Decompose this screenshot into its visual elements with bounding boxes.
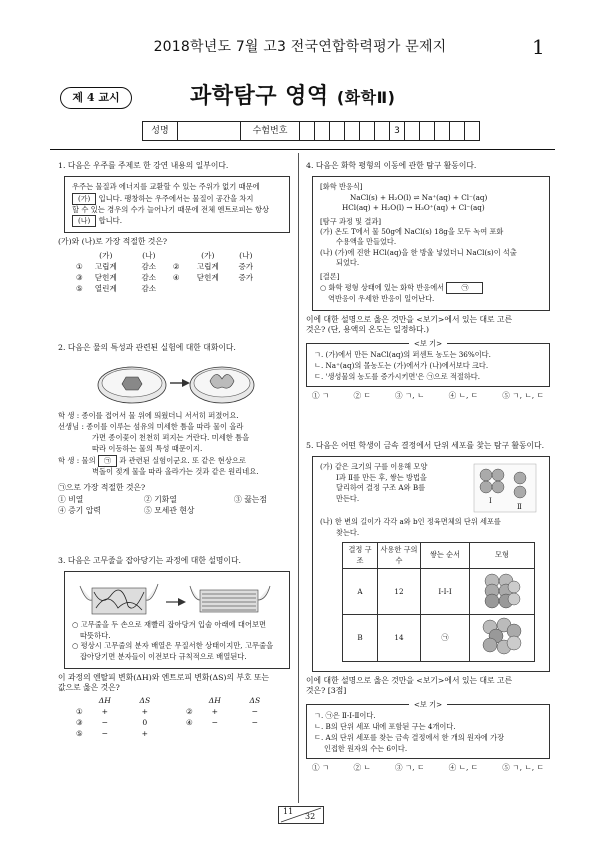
exam-no-box[interactable] (435, 122, 450, 140)
conclusion-line: 역반응이 우세한 반응이 일어난다. (328, 294, 435, 304)
blank-na: (나) (72, 215, 96, 227)
choice-4[interactable]: ④ (172, 272, 180, 282)
bogi-item: 인접한 원자의 수는 6이다. (324, 743, 408, 753)
page-counter (278, 806, 324, 824)
crystal-model-icon (480, 617, 524, 655)
table-row: A 12 Ⅰ-Ⅰ-Ⅰ (343, 569, 535, 615)
bogi-item: ㄱ. (가)에서 만든 NaCl(aq)의 퍼센트 농도는 36%이다. (314, 350, 491, 360)
q2-stem: 2. 다음은 물의 특성과 관련된 실험에 대한 대화이다. (58, 343, 236, 352)
crystal-table (342, 542, 535, 662)
choice-2[interactable]: ② 기화열 (144, 495, 177, 505)
crystal-model-icon (480, 571, 524, 609)
model-cell (470, 569, 535, 615)
choice-3[interactable]: ③ ㄱ, ㄴ (394, 391, 425, 401)
reaction-equation: HCl(aq) + H₂O(l) → H₃O⁺(aq) + Cl⁻(aq) (342, 203, 485, 213)
q1-prompt: (가)와 (나)로 가장 적절한 것은? (58, 237, 168, 247)
question-5 (306, 441, 550, 773)
choice-2[interactable]: ② (172, 261, 180, 271)
shape-label-1: Ⅰ (489, 497, 492, 506)
q1-choices: (가) (나) (가) (나) ① 고립계 감소 ② 고립계 증가 ③ 닫힌계 감소 ④ 닫힌계 증가 ⑤ 열린계 감소 (76, 251, 265, 295)
choice-row: ③ 닫힌계 감소 ④ 닫힌계 증가 (76, 272, 254, 282)
procedure-line: (가) 온도 T에서 물 50g에 NaCl(s) 18g을 모두 녹여 포화 (320, 227, 504, 237)
choice-3[interactable]: ③ ㄱ, ㄷ (394, 763, 425, 773)
dialogue-line: 따라 이동하는 물의 특성 때문이지. (92, 444, 203, 454)
q4-activity-box (312, 176, 550, 310)
choice-1[interactable]: ① 비열 (58, 495, 84, 505)
bogi-item: ㄷ. A의 단위 세포를 찾는 금속 결정에서 한 개의 원자에 가장 (314, 732, 505, 742)
q5-answers (306, 763, 550, 773)
bogi-item: ㄴ. Na⁺(aq)의 몰농도는 (가)에서가 (나)에서보다 크다. (314, 360, 489, 370)
bogi-item: ㄴ. B의 단위 세포 내에 포함된 구는 4개이다. (314, 722, 456, 732)
exam-no-box[interactable] (300, 122, 315, 140)
choice-5[interactable]: ⑤ (76, 729, 83, 739)
choice-1[interactable]: ① (76, 707, 83, 717)
id-row (142, 121, 480, 141)
dialogue-line: 선생님 : 종이를 이루는 섬유의 미세한 틈을 따라 물이 올라 (58, 422, 244, 432)
choice-5[interactable]: ⑤ 모세관 현상 (144, 505, 195, 515)
exam-no-box[interactable] (405, 122, 420, 140)
paper-flower-illustration (96, 359, 256, 407)
q2-choices-row2 (58, 506, 290, 516)
exam-no-box[interactable] (360, 122, 375, 140)
blank-giyeok: ㉠ (446, 282, 483, 294)
petri-dish-icon (96, 359, 256, 407)
rubber-band-icon (72, 578, 282, 620)
q5-activity-box (312, 456, 550, 672)
activity-line: 만든다. (336, 493, 360, 503)
choice-4[interactable]: ④ ㄴ, ㄷ (448, 763, 479, 773)
exam-no-box[interactable] (465, 122, 479, 140)
activity-line: Ⅰ과 Ⅱ를 만든 후, 쌓는 방법을 (336, 472, 427, 482)
choice-4[interactable]: ④ 증기 압력 (58, 505, 101, 515)
q3-box-line: ○ 고무줄을 두 손으로 재빨리 잡아당겨 입술 아래에 대어보면 (72, 620, 267, 630)
question-2 (58, 343, 290, 516)
blank-giyeok: ㉠ (98, 455, 117, 467)
page-total: 32 (305, 812, 316, 821)
q5-prompt: 이에 대한 설명으로 옳은 것만을 <보기>에서 있는 대로 고른 것은? [3점] (306, 675, 513, 696)
procedure-line: 수용액을 만들었다. (336, 237, 397, 247)
dialogue-line: 가면 종이꽃이 천천히 펴지는 거란다. 미세한 틈을 (92, 433, 250, 443)
q1-box-line: (가) 입니다. 팽창하는 우주에서는 물질이 공간을 차지 (72, 193, 282, 205)
choice-4[interactable]: ④ (186, 718, 193, 728)
activity-line: (나) 한 변의 길이가 각각 a와 b인 정육면체의 단위 세포를 (320, 517, 501, 527)
q5-stem: 5. 다음은 어떤 학생이 금속 결정에서 단위 세포를 찾는 탐구 활동이다. (306, 441, 545, 450)
question-1 (58, 161, 290, 295)
choice-1[interactable]: ① ㄱ (312, 391, 330, 401)
q4-prompt: 이에 대한 설명으로 옳은 것만을 <보기>에서 있는 대로 고른 것은? (단, 용액의 온도는 일정하다.) (306, 314, 513, 334)
choice-3[interactable]: ③ 끓는점 (234, 495, 267, 505)
shape-label-2: Ⅱ (517, 503, 522, 512)
name-field[interactable] (178, 122, 241, 140)
q4-section-title: [결론] (320, 271, 340, 281)
choice-3[interactable]: ③ (76, 272, 83, 282)
exam-no-dash (375, 122, 390, 140)
q3-choices: ΔH ΔS ΔH ΔS ① + + ② + − ③ − 0 ④ − − ⑤ − + (76, 696, 261, 739)
exam-no-box[interactable] (450, 122, 465, 140)
q1-lecture-box (64, 176, 290, 233)
question-3 (58, 556, 290, 740)
q1-box-line: 할 수 있는 경우의 수가 늘어나기 때문에 전체 엔트로피는 항상 (72, 204, 270, 214)
q4-stem: 4. 다음은 화학 평형의 이동에 관한 탐구 활동이다. (306, 161, 477, 170)
activity-line: (가) 같은 크기의 구를 이용해 모양 (320, 462, 428, 472)
choice-1[interactable]: ① ㄱ (312, 763, 330, 773)
table-header: 쌓는 순서 (421, 543, 470, 569)
rubber-band-illustration (72, 578, 282, 620)
choice-2[interactable]: ② ㄴ (353, 763, 371, 773)
session-badge: 제 4 교시 (60, 87, 132, 109)
reaction-equation: NaCl(s) + H₂O(l) ⇌ Na⁺(aq) + Cl⁻(aq) (350, 192, 488, 202)
q1-box-line: 우주는 물질과 에너지를 교환할 수 있는 주위가 없기 때문에 (72, 182, 260, 192)
choice-3[interactable]: ③ (76, 718, 83, 728)
subject-sub: (화학Ⅱ) (336, 88, 396, 107)
exam-no-box[interactable] (420, 122, 435, 140)
q4-section-title: [화학 반응식] (320, 182, 363, 192)
q5-part-a (320, 462, 542, 514)
activity-line: 찾는다. (336, 527, 360, 537)
sphere-shapes (470, 462, 540, 514)
header-divider (50, 149, 555, 150)
exam-no-digit: 3 (390, 122, 405, 140)
q2-choices-row1 (58, 495, 290, 505)
question-4 (306, 161, 550, 401)
exam-no-box[interactable] (345, 122, 360, 140)
choice-4[interactable]: ④ ㄴ, ㄷ (448, 391, 479, 401)
q4-answers (306, 391, 550, 401)
exam-title: 2018학년도 7월 고3 전국연합학력평가 문제지 (153, 39, 447, 55)
procedure-line: (나) (가)에 진한 HCl(aq)을 한 방울 넣었더니 NaCl(s)이 석출 (320, 247, 517, 257)
choice-row: ⑤ 열린계 감소 (76, 283, 157, 293)
choice-2[interactable]: ② (186, 707, 193, 717)
table-header: 모형 (470, 543, 535, 569)
page-number: 1 (532, 35, 545, 59)
q3-explanation-box (64, 571, 290, 668)
name-label: 성명 (143, 122, 178, 140)
subject-main: 과학탐구 영역 (190, 84, 329, 109)
dialogue-line: 벽돌이 젖게 물을 따라 올라가는 것과 같은 원리네요. (92, 467, 259, 477)
q3-box-line: ○ 평상시 고무줄의 분자 배열은 무질서한 상태이지만, 고무줄을 (72, 641, 274, 651)
q3-prompt: 이 과정의 엔탈피 변화(ΔH)와 엔트로피 변화(ΔS)의 부호 또는 값으로 옳은 것은? (58, 672, 270, 692)
choice-row: ① 고립계 감소 ② 고립계 증가 (76, 261, 254, 271)
q3-stem: 3. 다음은 고무줄을 잡아당기는 과정에 대한 설명이다. (58, 556, 241, 565)
blank-ga: (가) (72, 193, 96, 205)
conclusion-line: ○ 화학 평형 상태에 있는 화학 반응에서 ㉠ (320, 282, 542, 294)
model-cell (470, 615, 535, 661)
q4-section-title: [탐구 과정 및 결과] (320, 216, 382, 226)
table-row: B 14 ㉠ (343, 615, 535, 661)
bogi-title: <보 기> (409, 339, 447, 350)
bogi-item: ㄱ. ㉠은 Ⅱ-Ⅰ-Ⅱ이다. (314, 711, 376, 721)
sphere-layer-icon (470, 462, 540, 514)
subject-title (190, 82, 395, 111)
exam-no-box[interactable] (315, 122, 330, 140)
procedure-line: 되었다. (336, 258, 360, 268)
q3-box-line: 따뜻하다. (80, 630, 111, 640)
choice-5[interactable]: ⑤ ㄱ, ㄴ, ㄷ (502, 763, 544, 773)
dialogue-line: 학 생 : 물의 ㉠ 과 관련된 실험이군요. 또 같은 현상으로 (58, 456, 246, 466)
q5-bogi-box (306, 700, 550, 759)
table-header: 결정 구조 (343, 543, 378, 569)
bogi-title: <보 기> (409, 700, 447, 711)
choice-1[interactable]: ① (76, 261, 83, 271)
dialogue-line: 학 생 : 종이를 접어서 물 위에 띄웠더니 서서히 퍼졌어요. (58, 411, 239, 421)
q2-prompt: ㉠으로 가장 적절한 것은? (58, 482, 146, 492)
choice-5[interactable]: ⑤ (76, 283, 83, 293)
exam-no-box[interactable] (330, 122, 345, 140)
q4-bogi-box (306, 339, 550, 387)
bogi-item: ㄷ. '생성물의 농도를 증가시키면'은 ㉠으로 적절하다. (314, 371, 480, 381)
q2-dialogue (58, 411, 290, 478)
table-header: 사용한 구의 수 (378, 543, 421, 569)
exam-no-label: 수험번호 (241, 122, 300, 140)
page-current: 11 (283, 807, 294, 816)
choice-2[interactable]: ② ㄷ (353, 391, 371, 401)
column-divider (298, 153, 299, 803)
q1-stem: 1. 다음은 우주를 주제로 한 강연 내용의 일부이다. (58, 161, 229, 170)
q3-box-line: 잡아당기면 분자들이 이전보다 규칙적으로 배열된다. (80, 652, 247, 662)
activity-line: 달리하여 결정 구조 A와 B를 (336, 483, 426, 493)
choice-5[interactable]: ⑤ ㄱ, ㄴ, ㄷ (502, 391, 544, 401)
q1-box-line: (나) 합니다. (72, 215, 282, 227)
